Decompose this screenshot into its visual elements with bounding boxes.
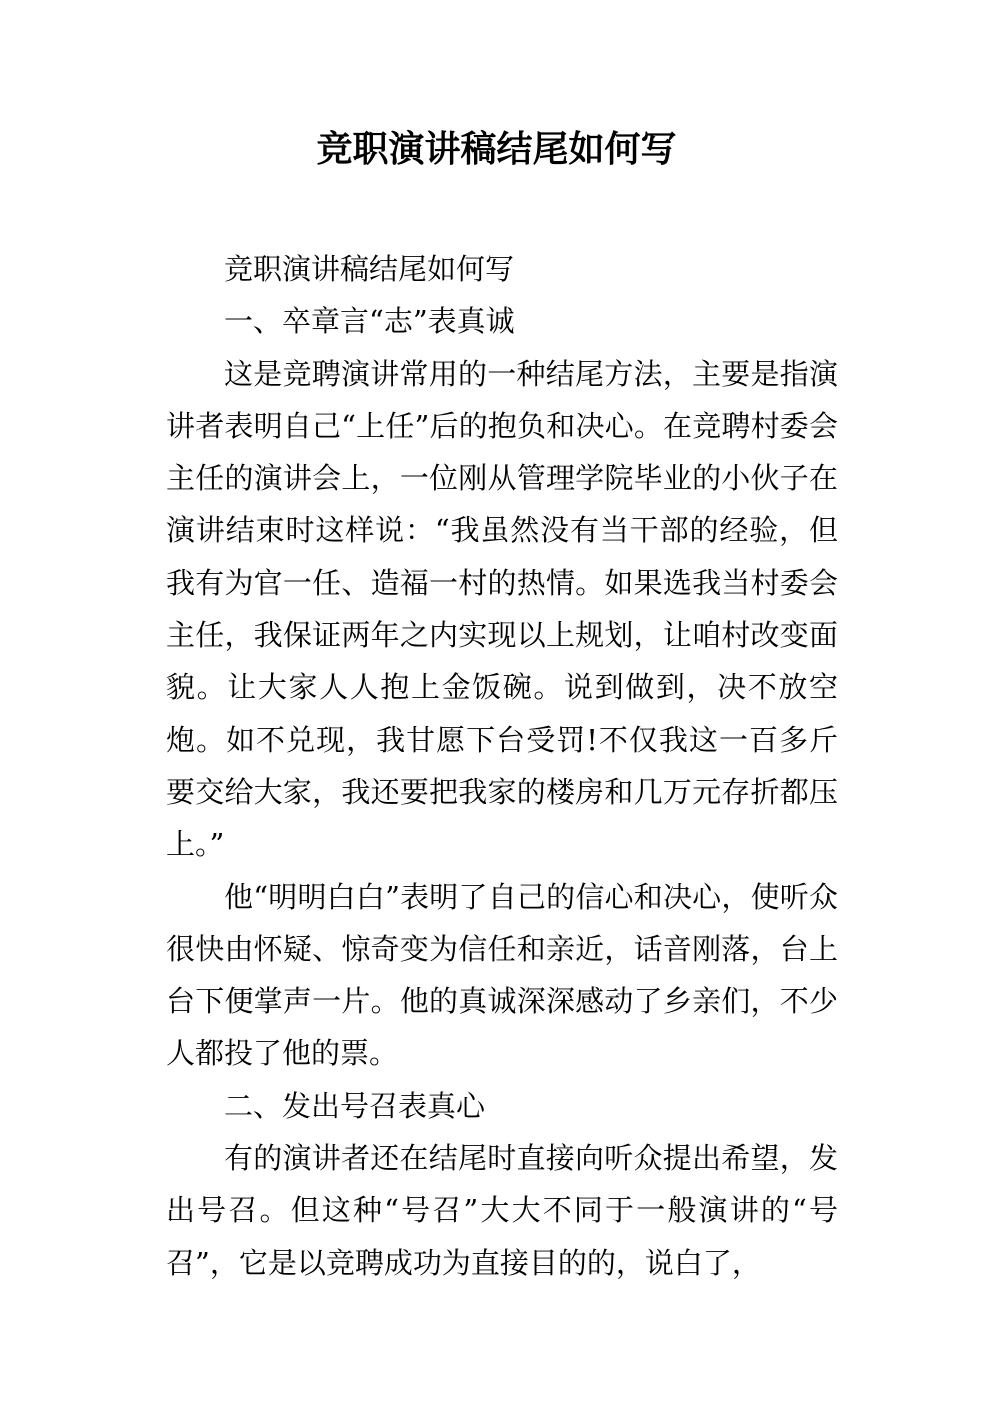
paragraph: 有的演讲者还在结尾时直接向听众提出希望，发出号召。但这种“号召”大大不同于一般演讲的“号召”，它是以竞聘成功为直接目的的，说白了，	[166, 1141, 838, 1280]
section-heading-1: 一、卒章言“志”表真诚	[224, 304, 515, 339]
paragraph: 他“明明白白”表明了自己的信心和决心，使听众很快由怀疑、惊奇变为信任和亲近，话音刚落，台上台下便掌声一片。他的真诚深深感动了乡亲们，不少人都投了他的票。	[166, 879, 838, 1071]
document-body	[166, 243, 838, 1289]
section-heading-2: 二、发出号召表真心	[224, 1088, 486, 1123]
document-title: 竞职演讲稿结尾如何写	[316, 129, 677, 170]
paragraph: 这是竞聘演讲常用的一种结尾方法，主要是指演讲者表明自己“上任”后的抱负和决心。在竞聘村委会主任的演讲会上，一位刚从管理学院毕业的小伙子在演讲结束时这样说：“我虽然没有当干部的经验，但我有为官一任、造福一村的热情。如果选我当村委会主任，我保证两年之内实现以上规划，让咱村改变面貌。让大家人人抱上金饭碗。说到做到，决不放空炮。如不兑现，我甘愿下台受罚!不仅我这一百多斤要交给大家，我还要把我家的楼房和几万元存折都压上。”	[166, 356, 838, 862]
paragraph-subtitle: 竞职演讲稿结尾如何写	[224, 252, 515, 286]
